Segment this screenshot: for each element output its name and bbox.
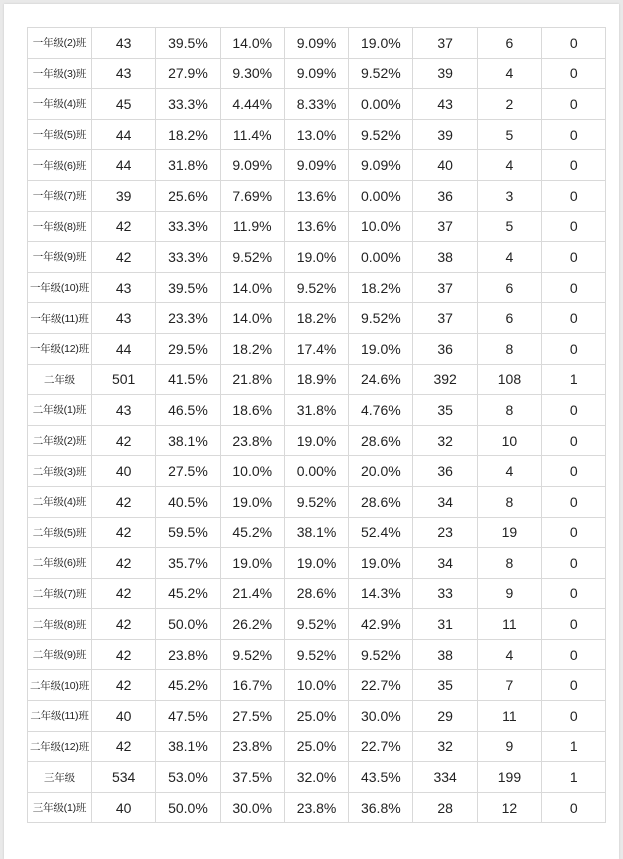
table-cell: 11.9%	[220, 211, 284, 242]
table-cell: 43	[413, 89, 477, 120]
table-cell: 0	[542, 272, 606, 303]
table-cell: 19.0%	[220, 486, 284, 517]
table-cell: 9.09%	[284, 28, 348, 59]
table-cell: 19.0%	[349, 28, 413, 59]
class-name-cell: 二年级	[28, 364, 92, 395]
table-cell: 23	[413, 517, 477, 548]
table-cell: 9.52%	[349, 303, 413, 334]
table-cell: 14.3%	[349, 578, 413, 609]
table-cell: 9.09%	[220, 150, 284, 181]
table-cell: 18.2%	[156, 119, 220, 150]
table-cell: 4	[477, 58, 541, 89]
table-cell: 47.5%	[156, 701, 220, 732]
table-cell: 36.8%	[349, 792, 413, 823]
table-cell: 40	[92, 701, 156, 732]
table-cell: 11.4%	[220, 119, 284, 150]
table-cell: 44	[92, 119, 156, 150]
table-cell: 13.6%	[284, 211, 348, 242]
table-cell: 9.52%	[284, 639, 348, 670]
table-cell: 11	[477, 701, 541, 732]
table-cell: 0	[542, 58, 606, 89]
table-cell: 8	[477, 395, 541, 426]
table-cell: 33	[413, 578, 477, 609]
class-name-cell: 二年级(10)班	[28, 670, 92, 701]
table-cell: 10.0%	[349, 211, 413, 242]
table-cell: 11	[477, 609, 541, 640]
table-cell: 45.2%	[156, 578, 220, 609]
table-cell: 40	[413, 150, 477, 181]
table-cell: 1	[542, 364, 606, 395]
table-cell: 9.09%	[349, 150, 413, 181]
table-cell: 0	[542, 486, 606, 517]
table-cell: 21.4%	[220, 578, 284, 609]
table-cell: 9	[477, 578, 541, 609]
table-cell: 40	[92, 792, 156, 823]
table-cell: 39	[92, 180, 156, 211]
table-cell: 0	[542, 639, 606, 670]
table-cell: 14.0%	[220, 303, 284, 334]
table-cell: 53.0%	[156, 762, 220, 793]
table-cell: 4	[477, 242, 541, 273]
table-cell: 42	[92, 517, 156, 548]
class-name-cell: 二年级(2)班	[28, 425, 92, 456]
table-cell: 19.0%	[349, 333, 413, 364]
table-cell: 8	[477, 333, 541, 364]
table-cell: 0	[542, 670, 606, 701]
table-cell: 4	[477, 456, 541, 487]
class-name-cell: 三年级(1)班	[28, 792, 92, 823]
table-cell: 45.2%	[220, 517, 284, 548]
table-row	[28, 609, 606, 640]
table-cell: 37.5%	[220, 762, 284, 793]
table-cell: 18.2%	[349, 272, 413, 303]
table-cell: 0	[542, 609, 606, 640]
table-cell: 0	[542, 242, 606, 273]
table-cell: 36	[413, 333, 477, 364]
table-cell: 21.8%	[220, 364, 284, 395]
table-row	[28, 456, 606, 487]
class-name-cell: 一年级(7)班	[28, 180, 92, 211]
class-name-cell: 一年级(6)班	[28, 150, 92, 181]
table-cell: 0.00%	[284, 456, 348, 487]
table-cell: 43	[92, 303, 156, 334]
table-cell: 22.7%	[349, 731, 413, 762]
table-row	[28, 517, 606, 548]
table-cell: 27.9%	[156, 58, 220, 89]
table-cell: 9.52%	[220, 639, 284, 670]
table-cell: 26.2%	[220, 609, 284, 640]
table-cell: 0	[542, 303, 606, 334]
table-cell: 0	[542, 456, 606, 487]
table-row	[28, 425, 606, 456]
table-cell: 0	[542, 701, 606, 732]
table-row	[28, 670, 606, 701]
table-cell: 41.5%	[156, 364, 220, 395]
table-cell: 9.09%	[284, 150, 348, 181]
table-cell: 23.8%	[284, 792, 348, 823]
table-cell: 19.0%	[220, 548, 284, 579]
table-row	[28, 701, 606, 732]
table-row	[28, 731, 606, 762]
table-cell: 0	[542, 119, 606, 150]
table-cell: 9	[477, 731, 541, 762]
table-cell: 0	[542, 792, 606, 823]
table-row	[28, 762, 606, 793]
table-row	[28, 150, 606, 181]
table-cell: 38	[413, 242, 477, 273]
table-row	[28, 792, 606, 823]
table-cell: 29.5%	[156, 333, 220, 364]
table-cell: 22.7%	[349, 670, 413, 701]
class-name-cell: 一年级(12)班	[28, 333, 92, 364]
table-cell: 39	[413, 119, 477, 150]
table-cell: 2	[477, 89, 541, 120]
table-cell: 501	[92, 364, 156, 395]
class-name-cell: 二年级(3)班	[28, 456, 92, 487]
table-cell: 28.6%	[349, 425, 413, 456]
table-cell: 38	[413, 639, 477, 670]
table-cell: 42	[92, 486, 156, 517]
table-cell: 42	[92, 609, 156, 640]
table-row	[28, 272, 606, 303]
table-cell: 19.0%	[349, 548, 413, 579]
table-row	[28, 639, 606, 670]
table-cell: 43	[92, 28, 156, 59]
table-cell: 9.52%	[284, 609, 348, 640]
table-cell: 17.4%	[284, 333, 348, 364]
table-cell: 4	[477, 150, 541, 181]
table-cell: 42	[92, 242, 156, 273]
class-name-cell: 二年级(8)班	[28, 609, 92, 640]
table-cell: 14.0%	[220, 272, 284, 303]
class-name-cell: 一年级(2)班	[28, 28, 92, 59]
table-cell: 42	[92, 670, 156, 701]
table-cell: 31.8%	[284, 395, 348, 426]
table-cell: 33.3%	[156, 89, 220, 120]
table-cell: 18.9%	[284, 364, 348, 395]
table-cell: 35	[413, 395, 477, 426]
table-cell: 3	[477, 180, 541, 211]
table-cell: 0	[542, 548, 606, 579]
class-name-cell: 一年级(5)班	[28, 119, 92, 150]
table-cell: 23.8%	[220, 425, 284, 456]
table-cell: 59.5%	[156, 517, 220, 548]
table-cell: 0	[542, 28, 606, 59]
table-cell: 25.0%	[284, 701, 348, 732]
document-page	[4, 4, 619, 859]
table-row	[28, 548, 606, 579]
class-name-cell: 二年级(1)班	[28, 395, 92, 426]
table-cell: 38.1%	[156, 425, 220, 456]
table-cell: 34	[413, 486, 477, 517]
table-cell: 32.0%	[284, 762, 348, 793]
table-cell: 40.5%	[156, 486, 220, 517]
table-cell: 36	[413, 456, 477, 487]
table-cell: 46.5%	[156, 395, 220, 426]
table-cell: 27.5%	[220, 701, 284, 732]
class-name-cell: 一年级(8)班	[28, 211, 92, 242]
table-cell: 28	[413, 792, 477, 823]
table-row	[28, 89, 606, 120]
table-row	[28, 119, 606, 150]
table-cell: 43	[92, 272, 156, 303]
table-cell: 4.44%	[220, 89, 284, 120]
table-cell: 19.0%	[284, 425, 348, 456]
table-cell: 9.52%	[284, 486, 348, 517]
table-cell: 4	[477, 639, 541, 670]
table-cell: 39.5%	[156, 272, 220, 303]
table-cell: 43	[92, 395, 156, 426]
table-cell: 40	[92, 456, 156, 487]
class-name-cell: 二年级(9)班	[28, 639, 92, 670]
table-cell: 44	[92, 150, 156, 181]
table-cell: 23.8%	[220, 731, 284, 762]
table-cell: 6	[477, 303, 541, 334]
table-row	[28, 28, 606, 59]
class-name-cell: 二年级(11)班	[28, 701, 92, 732]
table-cell: 31	[413, 609, 477, 640]
table-cell: 8	[477, 548, 541, 579]
table-cell: 29	[413, 701, 477, 732]
table-cell: 9.30%	[220, 58, 284, 89]
table-cell: 0	[542, 89, 606, 120]
table-cell: 42	[92, 639, 156, 670]
class-name-cell: 二年级(12)班	[28, 731, 92, 762]
table-cell: 0	[542, 150, 606, 181]
statistics-table	[27, 27, 606, 823]
table-cell: 108	[477, 364, 541, 395]
table-cell: 36	[413, 180, 477, 211]
table-cell: 42	[92, 578, 156, 609]
table-cell: 28.6%	[284, 578, 348, 609]
class-name-cell: 一年级(10)班	[28, 272, 92, 303]
table-cell: 10.0%	[220, 456, 284, 487]
table-cell: 10	[477, 425, 541, 456]
table-cell: 1	[542, 731, 606, 762]
table-cell: 9.52%	[349, 119, 413, 150]
table-cell: 30.0%	[349, 701, 413, 732]
table-cell: 0	[542, 180, 606, 211]
table-cell: 33.3%	[156, 242, 220, 273]
table-cell: 18.2%	[220, 333, 284, 364]
table-row	[28, 486, 606, 517]
table-cell: 14.0%	[220, 28, 284, 59]
table-cell: 0	[542, 211, 606, 242]
table-row	[28, 364, 606, 395]
table-cell: 0.00%	[349, 89, 413, 120]
table-cell: 5	[477, 211, 541, 242]
table-cell: 52.4%	[349, 517, 413, 548]
table-cell: 25.6%	[156, 180, 220, 211]
table-cell: 25.0%	[284, 731, 348, 762]
table-cell: 9.52%	[349, 58, 413, 89]
table-cell: 0	[542, 425, 606, 456]
table-cell: 45	[92, 89, 156, 120]
table-row	[28, 395, 606, 426]
table-cell: 12	[477, 792, 541, 823]
table-cell: 32	[413, 731, 477, 762]
table-cell: 31.8%	[156, 150, 220, 181]
table-cell: 42	[92, 425, 156, 456]
table-row	[28, 333, 606, 364]
table-cell: 18.2%	[284, 303, 348, 334]
table-cell: 534	[92, 762, 156, 793]
table-cell: 9.09%	[284, 58, 348, 89]
table-cell: 20.0%	[349, 456, 413, 487]
table-cell: 0.00%	[349, 242, 413, 273]
table-cell: 6	[477, 272, 541, 303]
table-cell: 38.1%	[156, 731, 220, 762]
table-cell: 43.5%	[349, 762, 413, 793]
table-row	[28, 180, 606, 211]
table-cell: 35.7%	[156, 548, 220, 579]
table-cell: 23.3%	[156, 303, 220, 334]
table-cell: 32	[413, 425, 477, 456]
table-cell: 37	[413, 211, 477, 242]
table-cell: 39	[413, 58, 477, 89]
table-cell: 50.0%	[156, 792, 220, 823]
class-name-cell: 三年级	[28, 762, 92, 793]
table-cell: 43	[92, 58, 156, 89]
table-cell: 37	[413, 28, 477, 59]
table-cell: 13.6%	[284, 180, 348, 211]
table-cell: 8	[477, 486, 541, 517]
table-cell: 199	[477, 762, 541, 793]
class-name-cell: 二年级(7)班	[28, 578, 92, 609]
table-row	[28, 58, 606, 89]
table-cell: 28.6%	[349, 486, 413, 517]
table-cell: 0	[542, 517, 606, 548]
table-cell: 19.0%	[284, 548, 348, 579]
table-cell: 24.6%	[349, 364, 413, 395]
table-cell: 6	[477, 28, 541, 59]
table-cell: 1	[542, 762, 606, 793]
table-cell: 23.8%	[156, 639, 220, 670]
table-cell: 37	[413, 272, 477, 303]
table-cell: 38.1%	[284, 517, 348, 548]
table-cell: 0	[542, 395, 606, 426]
table-row	[28, 211, 606, 242]
table-cell: 0	[542, 578, 606, 609]
table-cell: 19.0%	[284, 242, 348, 273]
table-cell: 35	[413, 670, 477, 701]
table-cell: 30.0%	[220, 792, 284, 823]
class-name-cell: 二年级(4)班	[28, 486, 92, 517]
table-cell: 9.52%	[284, 272, 348, 303]
table-cell: 334	[413, 762, 477, 793]
table-cell: 42	[92, 731, 156, 762]
class-name-cell: 一年级(3)班	[28, 58, 92, 89]
table-cell: 50.0%	[156, 609, 220, 640]
table-cell: 9.52%	[349, 639, 413, 670]
table-cell: 18.6%	[220, 395, 284, 426]
table-cell: 16.7%	[220, 670, 284, 701]
table-cell: 44	[92, 333, 156, 364]
table-cell: 8.33%	[284, 89, 348, 120]
table-row	[28, 242, 606, 273]
table-cell: 33.3%	[156, 211, 220, 242]
table-cell: 37	[413, 303, 477, 334]
table-cell: 42	[92, 211, 156, 242]
table-cell: 42.9%	[349, 609, 413, 640]
table-cell: 42	[92, 548, 156, 579]
table-cell: 4.76%	[349, 395, 413, 426]
class-name-cell: 一年级(4)班	[28, 89, 92, 120]
table-cell: 7	[477, 670, 541, 701]
table-row	[28, 578, 606, 609]
table-cell: 34	[413, 548, 477, 579]
table-cell: 13.0%	[284, 119, 348, 150]
table-cell: 392	[413, 364, 477, 395]
table-cell: 0	[542, 333, 606, 364]
table-row	[28, 303, 606, 334]
table-cell: 0.00%	[349, 180, 413, 211]
table-cell: 27.5%	[156, 456, 220, 487]
table-cell: 5	[477, 119, 541, 150]
table-cell: 19	[477, 517, 541, 548]
class-name-cell: 一年级(11)班	[28, 303, 92, 334]
table-cell: 10.0%	[284, 670, 348, 701]
class-name-cell: 二年级(6)班	[28, 548, 92, 579]
class-name-cell: 一年级(9)班	[28, 242, 92, 273]
class-name-cell: 二年级(5)班	[28, 517, 92, 548]
table-body	[28, 28, 606, 823]
table-cell: 7.69%	[220, 180, 284, 211]
table-cell: 39.5%	[156, 28, 220, 59]
table-cell: 9.52%	[220, 242, 284, 273]
table-cell: 45.2%	[156, 670, 220, 701]
